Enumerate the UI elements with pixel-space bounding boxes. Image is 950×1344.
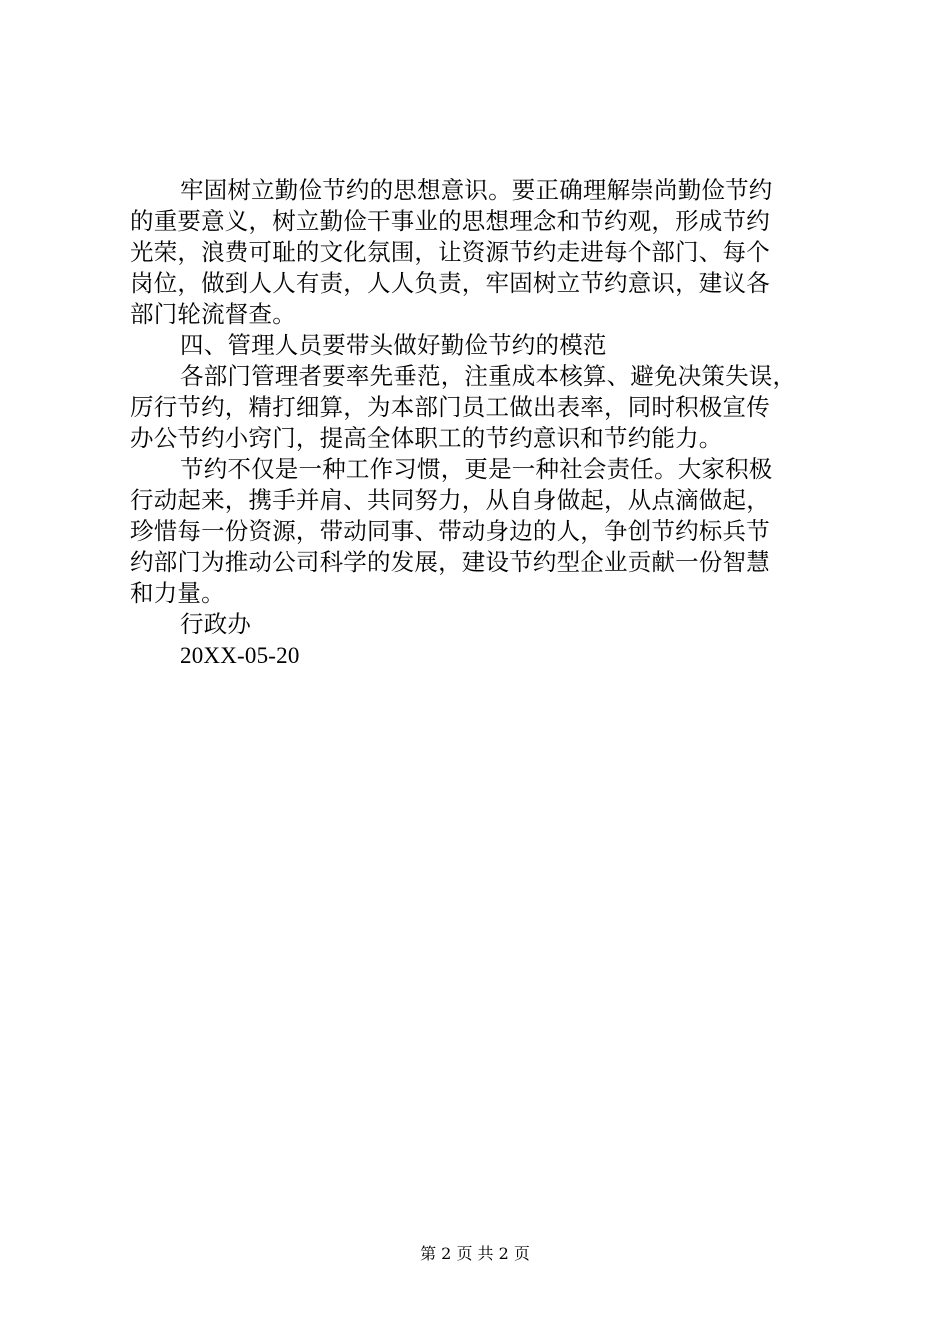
paragraph-line: 和力量。: [130, 579, 225, 607]
paragraph-line: 厉行节约，精打细算，为本部门员工做出表率，同时积极宣传: [130, 393, 770, 421]
paragraph-line: 办公节约小窍门，提高全体职工的节约意识和节约能力。: [130, 424, 723, 452]
paragraph-managers: [130, 361, 835, 454]
paragraph-line: 的重要意义，树立勤俭干事业的思想理念和节约观，形成节约: [130, 207, 770, 235]
document-date: 20XX-05-20: [180, 643, 300, 668]
paragraph-line: 节约不仅是一种工作习惯，更是一种社会责任。大家积极: [180, 455, 773, 483]
paragraph-line: 行动起来，携手并肩、共同努力，从自身做起，从点滴做起，: [130, 486, 770, 514]
paragraph-line: 约部门为推动公司科学的发展，建设节约型企业贡献一份智慧: [130, 548, 770, 576]
page-number-footer: 第 2 页 共 2 页: [420, 1244, 530, 1263]
paragraph-line: 光荣，浪费可耻的文化氛围，让资源节约走进每个部门、每个: [130, 238, 770, 266]
paragraph-line: 岗位，做到人人有责，人人负责，牢固树立节约意识，建议各: [130, 269, 770, 297]
paragraph-line: 各部门管理者要率先垂范，注重成本核算、避免决策失误，: [180, 362, 797, 390]
paragraph-awareness: [130, 175, 835, 330]
signature: 行政办: [180, 610, 252, 638]
paragraph-line: 部门轮流督查。: [130, 300, 296, 328]
paragraph-line: 牢固树立勤俭节约的思想意识。要正确理解崇尚勤俭节约: [180, 176, 773, 204]
section-heading: 四、管理人员要带头做好勤俭节约的模范: [180, 331, 607, 359]
paragraph-line: 珍惜每一份资源，带动同事、带动身边的人，争创节约标兵节: [130, 517, 770, 545]
document-body: [130, 175, 835, 671]
paragraph-conclusion: [130, 454, 835, 609]
